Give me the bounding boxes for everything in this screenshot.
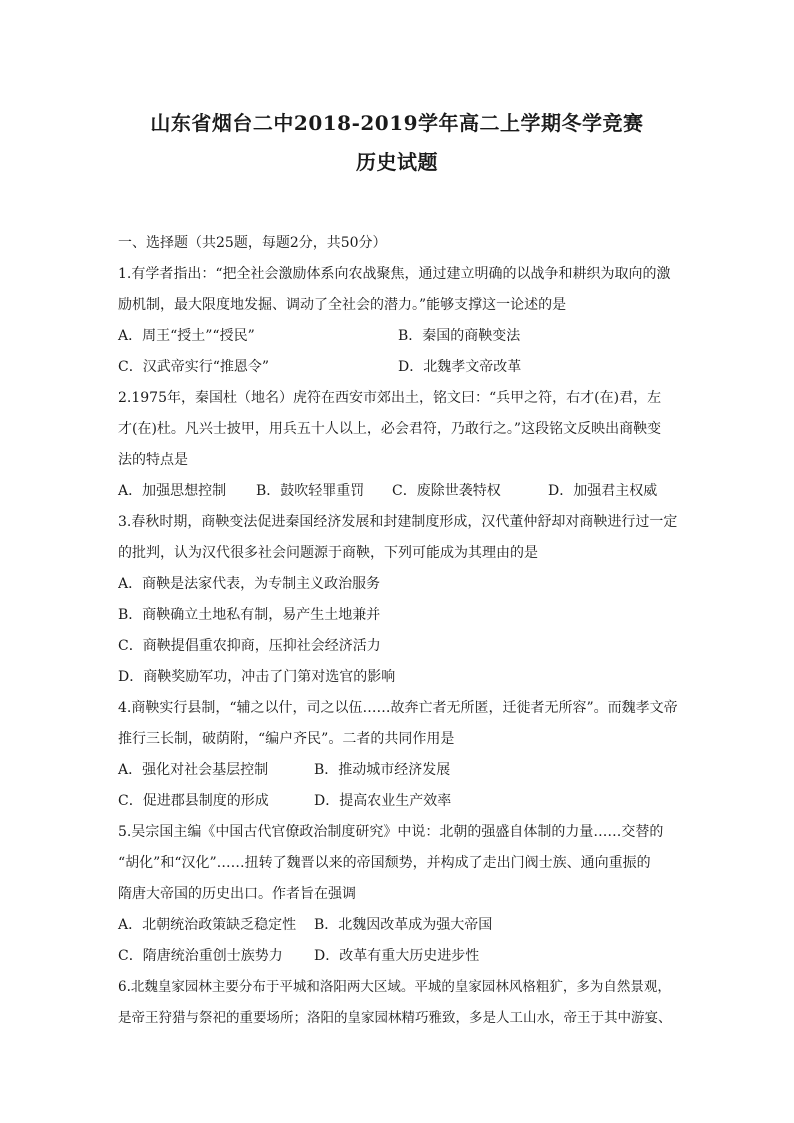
- option-row: [118, 786, 678, 817]
- question-stem-line: 励机制，最大限度地发掘、调动了全社会的潜力。”能够支撑这一论述的是: [118, 297, 567, 313]
- question-stem-line: 推行三长制，破荫附，“编户齐民”。二者的共同作用是: [118, 731, 455, 747]
- option-row: [118, 755, 678, 786]
- question-stem-line: 才(在)杜。凡兴士披甲，用兵五十人以上，必会君符，乃敢行之。”这段铭文反映出商鞅变: [118, 421, 662, 437]
- option-d[interactable]: D．北魏孝文帝改革: [398, 359, 522, 375]
- option-b[interactable]: B．推动城市经济发展: [314, 762, 451, 778]
- question-stem-line: 隋唐大帝国的历史出口。作者旨在强调: [118, 886, 356, 902]
- option-row: [118, 352, 678, 383]
- question-3: [118, 507, 678, 693]
- exam-content: [118, 228, 678, 1034]
- question-stem-line: “胡化”和“汉化”……扭转了魏晋以来的帝国颓势，并构成了走出门阀士族、通向重振的: [118, 855, 651, 871]
- page-title: 山东省烟台二中2018-2019学年高二上学期冬学竞赛: [150, 111, 644, 135]
- option-b[interactable]: B．商鞅确立土地私有制，易产生土地兼并: [118, 607, 381, 623]
- option-a[interactable]: A．北朝统治政策缺乏稳定性: [118, 917, 297, 933]
- question-1: [118, 259, 678, 383]
- option-a[interactable]: A．商鞅是法家代表，为专制主义政治服务: [118, 576, 381, 592]
- option-a[interactable]: A．强化对社会基层控制: [118, 762, 269, 778]
- question-5: [118, 817, 678, 972]
- option-c[interactable]: C．促进郡县制度的形成: [118, 793, 269, 809]
- question-6: [118, 972, 678, 1034]
- option-a[interactable]: A．周王“授土”“授民”: [118, 328, 255, 344]
- question-stem-line: 1.有学者指出：“把全社会激励体系向农战聚焦，通过建立明确的以战争和耕织为取向的激: [118, 266, 671, 282]
- option-b[interactable]: B．北魏因改革成为强大帝国: [314, 917, 493, 933]
- question-stem-line: 是帝王狩猎与祭祀的重要场所；洛阳的皇家园林精巧雅致，多是人工山水，帝王于其中游宴、: [118, 1010, 672, 1026]
- option-d[interactable]: D．加强君主权威: [548, 483, 658, 499]
- option-c[interactable]: C．废除世袭特权: [392, 483, 501, 499]
- option-row: [118, 321, 678, 352]
- option-d[interactable]: D．提高农业生产效率: [314, 793, 452, 809]
- option-row: [118, 476, 678, 507]
- option-d[interactable]: D．改革有重大历史进步性: [314, 948, 480, 964]
- option-b[interactable]: B．秦国的商鞅变法: [398, 328, 521, 344]
- question-stem-line: 3.春秋时期，商鞅变法促进秦国经济发展和封建制度形成，汉代董仲舒却对商鞅进行过一定: [118, 514, 678, 530]
- option-row: [118, 941, 678, 972]
- section-heading: 一、选择题（共25题，每题2分，共50分）: [118, 235, 387, 251]
- question-stem-line: 的批判，认为汉代很多社会问题源于商鞅，下列可能成为其理由的是: [118, 545, 538, 561]
- option-d[interactable]: D．商鞅奖励军功，冲击了门第对选官的影响: [118, 669, 396, 685]
- question-stem-line: 法的特点是: [118, 452, 188, 468]
- option-b[interactable]: B．鼓吹轻罪重罚: [256, 483, 365, 499]
- page-subtitle: 历史试题: [356, 150, 438, 174]
- question-stem-line: 2.1975年，秦国杜（地名）虎符在西安市郊出土，铭文曰：“兵甲之符，右才(在)君，左: [118, 390, 662, 406]
- question-stem-line: 4.商鞅实行县制，“辅之以什，司之以伍……故奔亡者无所匿，迁徙者无所容”。而魏孝文帝: [118, 700, 678, 716]
- option-c[interactable]: C．汉武帝实行“推恩令”: [118, 359, 270, 375]
- option-c[interactable]: C．隋唐统治重创士族势力: [118, 948, 283, 964]
- question-stem-line: 5.吴宗国主编《中国古代官僚政治制度研究》中说：北朝的强盛自体制的力量……交替的: [118, 824, 664, 840]
- question-2: [118, 383, 678, 507]
- question-stem-line: 6.北魏皇家园林主要分布于平城和洛阳两大区域。平城的皇家园林风格粗犷，多为自然景观，: [118, 979, 671, 995]
- question-4: [118, 693, 678, 817]
- option-a[interactable]: A．加强思想控制: [118, 483, 227, 499]
- option-c[interactable]: C．商鞅提倡重农抑商，压抑社会经济活力: [118, 638, 381, 654]
- option-row: [118, 910, 678, 941]
